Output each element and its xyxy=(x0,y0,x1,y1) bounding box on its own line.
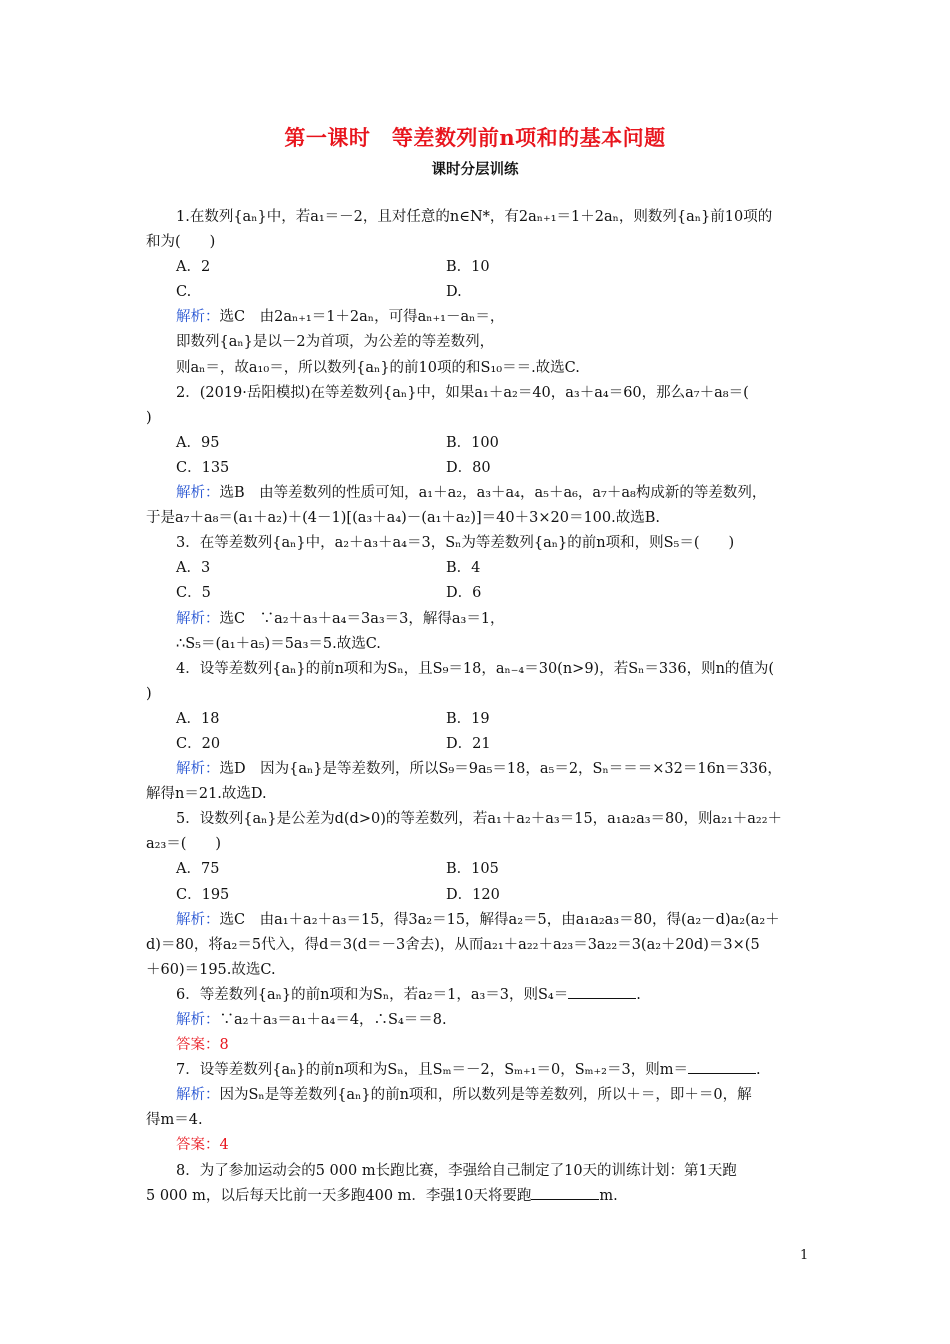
text-line: ) xyxy=(146,409,152,426)
text-line: d)＝80，将a₂＝5代入，得d＝3(d＝－3舍去)，从而a₂₁＋a₂₂＋a₂₃＝3a₂₂＝3(a₂＋20d)＝3×(5 xyxy=(146,936,760,953)
question-text: 7．设等差数列{aₙ}的前n项和为Sₙ，且Sₘ＝－2，Sₘ₊₁＝0，Sₘ₊₂＝3，则m＝ xyxy=(176,1062,688,1079)
option-b: B．19 xyxy=(446,710,490,727)
text-line: 得m＝4. xyxy=(146,1112,203,1129)
text-line: 1.在数列{aₙ}中，若a₁＝－2，且对任意的n∈N*，有2aₙ₊₁＝1＋2aₙ，则数列{aₙ}前10项的 xyxy=(176,209,773,225)
solution-label: 解析： xyxy=(176,309,220,326)
option-a: A．3 xyxy=(176,560,211,577)
question-text: 5 000 m，以后每天比前一天多跑400 m．李强10天将要跑 xyxy=(146,1187,532,1204)
question-end: . xyxy=(755,1062,761,1079)
answer-label: 答案：4 xyxy=(176,1137,229,1154)
option-b: D．80 xyxy=(446,459,491,476)
option-a: C．20 xyxy=(176,735,221,752)
question-text: 6．等差数列{aₙ}的前n项和为Sₙ，若a₂＝1，a₃＝3，则S₄＝ xyxy=(176,986,569,1003)
solution-line xyxy=(146,607,810,632)
option-row xyxy=(146,883,810,908)
solution-text: 选C 由a₁＋a₂＋a₃＝15，得3a₂＝15，解得a₂＝5，由a₁a₂a₃＝80，得(a₂－d)a₂(a₂＋ xyxy=(219,911,780,928)
solution-line xyxy=(146,908,810,933)
text-line: 于是a₇＋a₈＝(a₁＋a₂)＋(4－1)[(a₃＋a₄)－(a₁＋a₂)]＝40＋3×20＝100.故选B. xyxy=(146,510,661,527)
page-number: 1 xyxy=(800,1248,809,1263)
answer-blank xyxy=(531,1185,599,1200)
option-a: A．75 xyxy=(176,861,220,878)
option-b: B．10 xyxy=(446,259,490,276)
option-b: D．6 xyxy=(446,585,482,602)
solution-line xyxy=(146,305,810,330)
solution-text: 选B 由等差数列的性质可知，a₁＋a₂，a₃＋a₄，a₅＋a₆，a₇＋a₈构成新的等差数列， xyxy=(219,485,767,502)
answer-blank xyxy=(568,984,636,999)
question-end: m. xyxy=(599,1187,618,1204)
question-line xyxy=(146,1184,810,1209)
text-line: 4．设等差数列{aₙ}的前n项和为Sₙ，且S₉＝18，aₙ₋₄＝30(n>9)，若Sₙ＝336，则n的值为( xyxy=(176,660,775,677)
text-line: 即数列{aₙ}是以－2为首项，为公差的等差数列， xyxy=(176,334,495,351)
answer-blank xyxy=(688,1059,756,1074)
option-a: A．18 xyxy=(176,710,220,727)
option-b: D．21 xyxy=(446,735,491,752)
section-subtitle: 课时分层训练 xyxy=(431,161,519,178)
option-a: C．135 xyxy=(176,459,230,476)
option-a: C. xyxy=(176,284,192,301)
option-a: C．195 xyxy=(176,886,230,903)
text-line: ＋60)＝195.故选C. xyxy=(146,961,276,978)
answer-label: 答案：8 xyxy=(176,1037,229,1054)
option-row xyxy=(146,556,810,581)
option-b: D. xyxy=(446,284,462,301)
option-row xyxy=(146,732,810,757)
text-line: 3．在等差数列{aₙ}中，a₂＋a₃＋a₄＝3，Sₙ为等差数列{aₙ}的前n项和，则S₅＝( ) xyxy=(176,535,735,552)
exercise-content xyxy=(146,205,810,1209)
solution-label: 解析： xyxy=(176,610,220,627)
text-line: 解得n＝21.故选D. xyxy=(146,786,267,803)
solution-line xyxy=(146,1008,810,1033)
text-line: 则aₙ＝，故a₁₀＝，所以数列{aₙ}的前10项的和S₁₀＝＝.故选C. xyxy=(176,359,580,376)
solution-line xyxy=(146,757,810,782)
answer-line xyxy=(146,1033,810,1058)
solution-label: 解析： xyxy=(176,485,220,502)
text-line: 2．(2019·岳阳模拟)在等差数列{aₙ}中，如果a₁＋a₂＝40，a₃＋a₄＝60，那么a₇＋a₈＝( xyxy=(176,384,749,401)
text-line: 8．为了参加运动会的5 000 m长跑比赛，李强给自己制定了10天的训练计划：第1天跑 xyxy=(176,1162,737,1179)
option-a: A．95 xyxy=(176,434,220,451)
option-row xyxy=(146,431,810,456)
option-row xyxy=(146,456,810,481)
question-end: . xyxy=(636,986,641,1003)
solution-label: 解析： xyxy=(176,1012,220,1028)
answer-line xyxy=(146,1133,810,1158)
solution-text: ∵a₂＋a₃＝a₁＋a₄＝4，∴S₄＝＝8. xyxy=(219,1012,447,1028)
text-line: a₂₃＝( ) xyxy=(146,836,222,853)
solution-text: 因为Sₙ是等差数列{aₙ}的前n项和，所以数列是等差数列，所以＋＝，即＋＝0，解 xyxy=(219,1087,752,1104)
text-line: 和为( ) xyxy=(146,234,216,251)
question-line xyxy=(146,983,810,1008)
option-a: C．5 xyxy=(176,585,211,602)
option-b: D．120 xyxy=(446,886,500,903)
option-row xyxy=(146,255,810,280)
solution-text: 选C ∵a₂＋a₃＋a₄＝3a₃＝3，解得a₃＝1， xyxy=(219,610,505,627)
page-title: 第一课时 等差数列前n项和的基本问题 xyxy=(284,125,666,150)
solution-label: 解析： xyxy=(176,1087,220,1104)
solution-label: 解析： xyxy=(176,761,220,778)
option-row xyxy=(146,707,810,732)
option-row xyxy=(146,280,810,305)
text-line: ∴S₅＝(a₁＋a₅)＝5a₃＝5.故选C. xyxy=(176,635,381,652)
option-b: B．105 xyxy=(446,861,499,878)
option-b: B．100 xyxy=(446,434,499,451)
option-row xyxy=(146,581,810,606)
question-line xyxy=(146,1058,810,1083)
text-line: 5．设数列{aₙ}是公差为d(d>0)的等差数列，若a₁＋a₂＋a₃＝15，a₁a₂a₃＝80，则a₂₁＋a₂₂＋ xyxy=(176,811,783,828)
solution-text: 选C 由2aₙ₊₁＝1＋2aₙ，可得aₙ₊₁－aₙ＝， xyxy=(219,309,505,326)
solution-line xyxy=(146,1083,810,1108)
solution-label: 解析： xyxy=(176,911,220,928)
solution-text: 选D 因为{aₙ}是等差数列，所以S₉＝9a₅＝18，a₅＝2，Sₙ＝＝＝×32＝16n＝336， xyxy=(219,761,782,778)
solution-line xyxy=(146,481,810,506)
option-row xyxy=(146,857,810,882)
option-b: B．4 xyxy=(446,560,481,577)
option-a: A．2 xyxy=(176,259,211,276)
text-line: ) xyxy=(146,685,152,702)
